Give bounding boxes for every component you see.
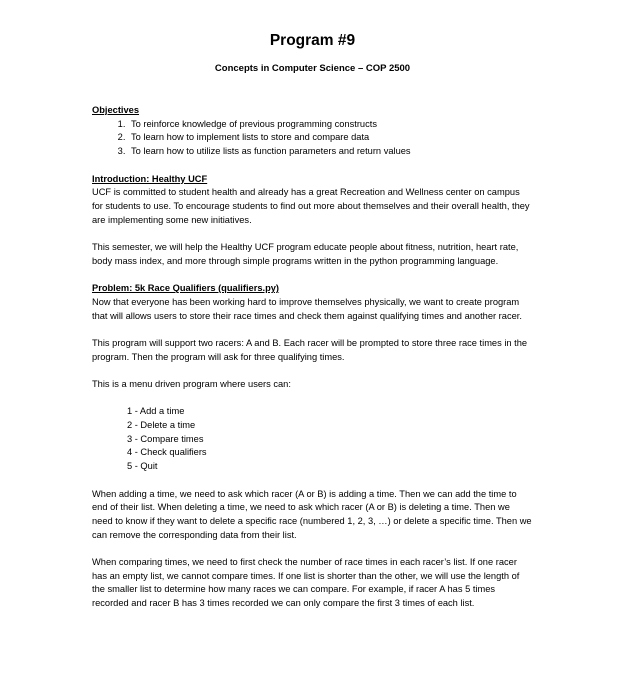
menu-option: 4 - Check qualifiers xyxy=(127,447,207,458)
introduction-heading: Introduction: Healthy UCF xyxy=(92,173,208,184)
course-subtitle: Concepts in Computer Science – COP 2500 xyxy=(214,63,411,74)
document-body xyxy=(92,104,532,611)
objective-item: 3. To learn how to utilize lists as function parameters and return values xyxy=(128,145,532,159)
objective-item: 1. To reinforce knowledge of previous programming constructs xyxy=(128,118,532,132)
menu-option: 2 - Delete a time xyxy=(127,420,196,431)
objectives-section xyxy=(92,104,532,159)
problem-paragraph: When adding a time, we need to ask which racer (A or B) is adding a time. Then we can add the time to end of their list. When deleting a time, we need to ask which racer (A or B) is deleting a time. Then we need to know if they want to delete a specific race (numbered 1, 2, 3, …) or delete a specific time. Then we can remove the corresponding data from their list. xyxy=(92,488,532,540)
menu-option: 5 - Quit xyxy=(127,461,158,472)
introduction-paragraph: UCF is committed to student health and already has a great Recreation and Wellness center on campus for students to use. To encourage students to find out more about themselves and their overall health, they are implementing some new initiatives. xyxy=(92,187,530,225)
problem-section xyxy=(92,282,532,611)
problem-paragraph: This is a menu driven program where users can: xyxy=(92,378,291,389)
problem-paragraph: When comparing times, we need to first check the number of race times in each racer’s list. If one racer has an empty list, we cannot compare times. If one list is shorter than the other, we will use the length of the smaller list to determine how many races we can compare. For example, if racer A has 5 times recorded and racer B has 3 times recorded we can only compare the first 3 times of each list. xyxy=(92,557,520,609)
problem-paragraph: Now that everyone has been working hard to improve themselves physically, we want to create program that will allows users to store their race times and check them against qualifying times and another racer. xyxy=(92,296,522,321)
page-title: Program #9 xyxy=(269,32,356,49)
menu-option: 1 - Add a time xyxy=(127,406,185,417)
problem-paragraph: This program will support two racers: A and B. Each racer will be prompted to store three race times in the program. Then the program will ask for three qualifying times. xyxy=(92,337,528,362)
objective-item: 2. To learn how to implement lists to store and compare data xyxy=(128,131,532,145)
objectives-heading: Objectives xyxy=(92,105,140,115)
menu-options-list xyxy=(92,405,532,474)
introduction-section xyxy=(92,173,532,269)
introduction-paragraph: This semester, we will help the Healthy UCF program educate people about fitness, nutrition, heart rate, body mass index, and more through simple programs written in the python programming language. xyxy=(92,242,519,266)
objectives-list xyxy=(92,118,532,159)
problem-heading: Problem: 5k Race Qualifiers (qualifiers.py) xyxy=(92,283,280,294)
menu-option: 3 - Compare times xyxy=(127,433,204,444)
